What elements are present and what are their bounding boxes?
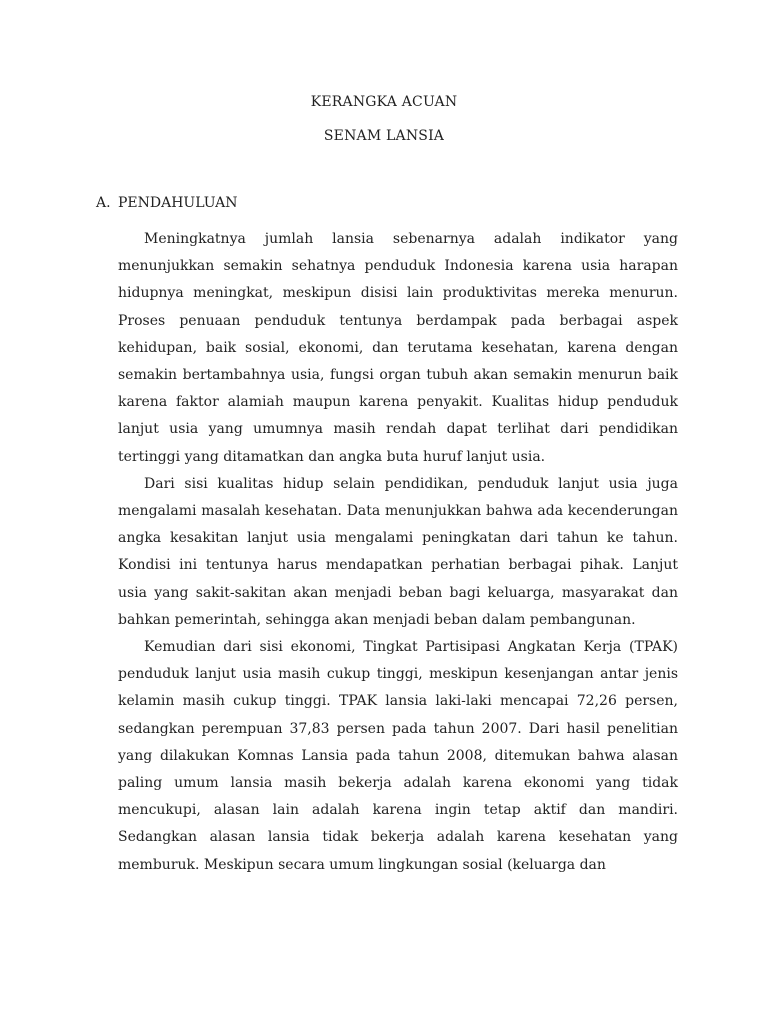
section-heading bbox=[96, 195, 238, 211]
section-body bbox=[118, 226, 678, 879]
paragraph-1: Meningkatnya jumlah lansia sebenarnya adalah indikator yang menunjukkan semakin sehatnya penduduk Indonesia karena usia harapan hidupnya meningkat, meskipun disisi lain produktivitas mereka menurun. Proses penuaan penduduk tentunya berdampak pada berbagai aspek kehidupan, baik sosial, ekonomi, dan terutama kesehatan, karena dengan semakin bertambahnya usia, fungsi organ tubuh akan semakin menurun baik karena faktor alamiah maupun karena penyakit. Kualitas hidup penduduk lanjut usia yang umumnya masih rendah dapat terlihat dari pendidikan tertinggi yang ditamatkan dan angka buta huruf lanjut usia. bbox=[118, 231, 678, 465]
document-subtitle: SENAM LANSIA bbox=[323, 128, 445, 144]
document-title: KERANGKA ACUAN bbox=[310, 94, 458, 110]
paragraph-3: Kemudian dari sisi ekonomi, Tingkat Partisipasi Angkatan Kerja (TPAK) penduduk lanjut usia masih cukup tinggi, meskipun kesenjangan antar jenis kelamin masih cukup tinggi. TPAK lansia laki-laki mencapai 72,26 persen, sedangkan perempuan 37,83 persen pada tahun 2007. Dari hasil penelitian yang dilakukan Komnas Lansia pada tahun 2008, ditemukan bahwa alasan paling umum lansia masih bekerja adalah karena ekonomi yang tidak mencukupi, alasan lain adalah karena ingin tetap aktif dan mandiri. Sedangkan alasan lansia tidak bekerja adalah karena kesehatan yang memburuk. Meskipun secara umum lingkungan sosial (keluarga dan bbox=[118, 639, 678, 873]
section-number: A. bbox=[96, 195, 111, 211]
paragraph-2: Dari sisi kualitas hidup selain pendidikan, penduduk lanjut usia juga mengalami masalah kesehatan. Data menunjukkan bahwa ada kecenderungan angka kesakitan lanjut usia mengalami peningkatan dari tahun ke tahun. Kondisi ini tentunya harus mendapatkan perhatian berbagai pihak. Lanjut usia yang sakit-sakitan akan menjadi beban bagi keluarga, masyarakat dan bahkan pemerintah, sehingga akan menjadi beban dalam pembangunan. bbox=[118, 475, 678, 628]
section-title: PENDAHULUAN bbox=[118, 195, 238, 211]
